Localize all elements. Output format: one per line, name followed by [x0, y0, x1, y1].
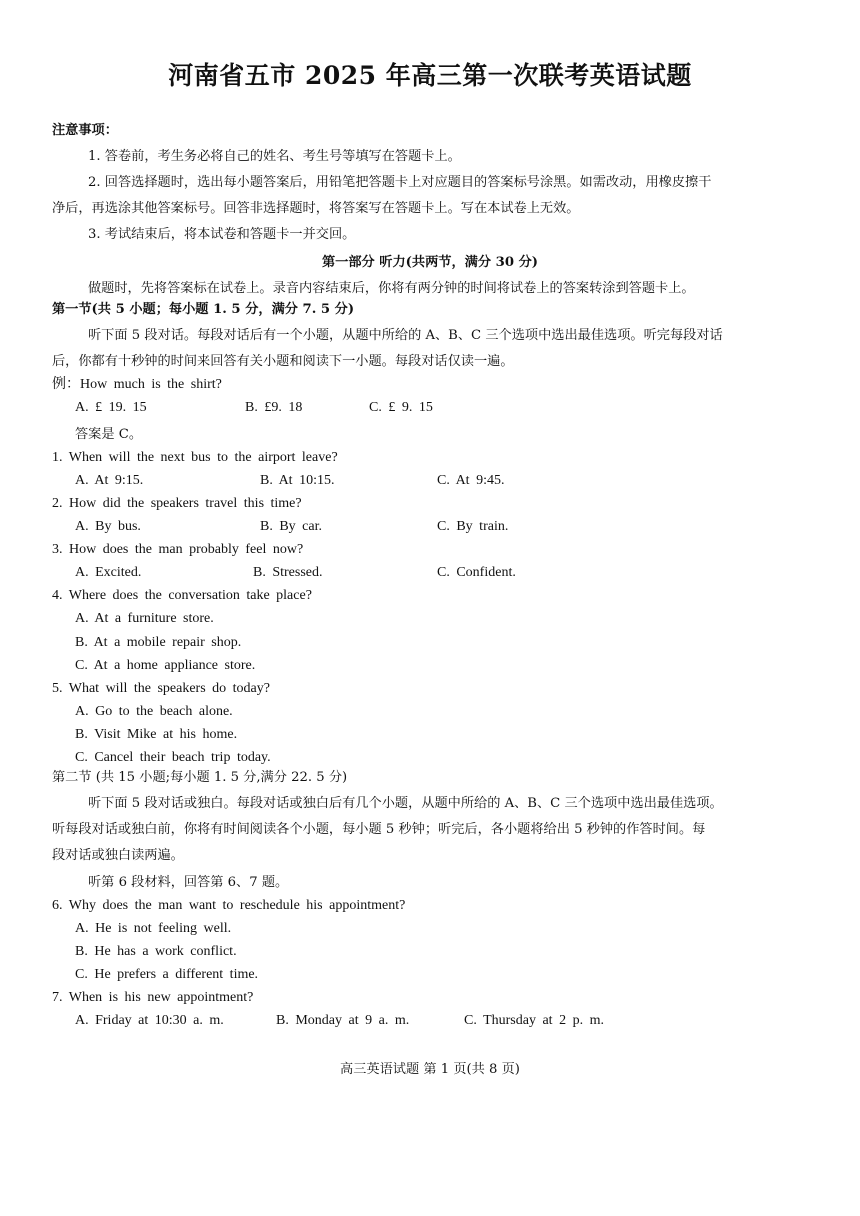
- notice-item-1: 1. 答卷前，考生务必将自己的姓名、考生号等填写在答题卡上。: [88, 149, 461, 164]
- page-footer: 高三英语试题 第 1 页(共 8 页): [340, 1062, 520, 1077]
- section2-heading: 第二节 (共 15 小题;每小题 1. 5 分,满分 22. 5 分): [52, 770, 348, 785]
- section2-instructions: 听下面 5 段对话或独白。每段对话或独白后有几个小题，从题中所给的 A、B、C 三个选项中选出最佳选项。: [88, 796, 723, 811]
- question-6: 6. Why does the man want to reschedule his appointment?: [52, 898, 406, 913]
- question-7: 7. When is his new appointment?: [52, 990, 254, 1005]
- question-4: 4. Where does the conversation take place?: [52, 588, 312, 603]
- material-6-note: 听第 6 段材料，回答第 6、7 题。: [88, 875, 289, 890]
- question-2-option-c: C. By train.: [437, 519, 509, 534]
- notice-item-3: 3. 考试结束后，将本试卷和答题卡一并交回。: [88, 227, 356, 242]
- example-option-b: B. £9. 18: [245, 400, 303, 415]
- question-4-option-a: A. At a furniture store.: [75, 611, 214, 626]
- question-7-option-b: B. Monday at 9 a. m.: [276, 1013, 410, 1028]
- question-2-option-b: B. By car.: [260, 519, 322, 534]
- question-3-option-a: A. Excited.: [75, 565, 142, 580]
- question-2-option-a: A. By bus.: [75, 519, 141, 534]
- section1-instructions: 听下面 5 段对话。每段对话后有一个小题，从题中所给的 A、B、C 三个选项中选出最佳选项。听完每段对话: [88, 328, 723, 343]
- question-7-option-c: C. Thursday at 2 p. m.: [464, 1013, 604, 1028]
- example-option-c: C. £ 9. 15: [369, 400, 433, 415]
- section2-instructions-cont: 听每段对话或独白前，你将有时间阅读各个小题，每小题 5 秒钟；听完后，各小题将给出 5 秒钟的作答时间。每: [52, 822, 706, 837]
- section1-instructions-cont: 后，你都有十秒钟的时间来回答有关小题和阅读下一小题。每段对话仅读一遍。: [52, 354, 514, 369]
- question-1-option-b: B. At 10:15.: [260, 473, 335, 488]
- example-option-a: A. £ 19. 15: [75, 400, 147, 415]
- question-5-option-a: A. Go to the beach alone.: [75, 704, 233, 719]
- example-question: 例：How much is the shirt?: [52, 377, 222, 392]
- question-3: 3. How does the man probably feel now?: [52, 542, 304, 557]
- exam-title: 河南省五市 2025 年高三第一次联考英语试题: [168, 61, 692, 90]
- question-7-option-a: A. Friday at 10:30 a. m.: [75, 1013, 224, 1028]
- question-6-option-c: C. He prefers a different time.: [75, 967, 259, 982]
- notice-item-2-cont: 净后，再选涂其他答案标号。回答非选择题时，将答案写在答题卡上。写在本试卷上无效。: [52, 201, 580, 216]
- part1-intro: 做题时，先将答案标在试卷上。录音内容结束后，你将有两分钟的时间将试卷上的答案转涂到答题卡上。: [88, 281, 695, 296]
- question-3-option-c: C. Confident.: [437, 565, 516, 580]
- question-2: 2. How did the speakers travel this time?: [52, 496, 302, 511]
- question-5: 5. What will the speakers do today?: [52, 681, 270, 696]
- question-1-option-a: A. At 9:15.: [75, 473, 144, 488]
- question-6-option-b: B. He has a work conflict.: [75, 944, 237, 959]
- question-4-option-c: C. At a home appliance store.: [75, 658, 256, 673]
- question-1: 1. When will the next bus to the airport leave?: [52, 450, 338, 465]
- example-answer: 答案是 C。: [75, 427, 143, 442]
- section2-instructions-end: 段对话或独白读两遍。: [52, 848, 184, 863]
- question-6-option-a: A. He is not feeling well.: [75, 921, 232, 936]
- notice-item-2: 2. 回答选择题时，选出每小题答案后，用铅笔把答题卡上对应题目的答案标号涂黑。如需改动，用橡皮擦干: [88, 175, 712, 190]
- section1-heading: 第一节(共 5 小题；每小题 1. 5 分，满分 7. 5 分): [52, 302, 355, 317]
- notice-heading: 注意事项：: [52, 123, 118, 138]
- question-3-option-b: B. Stressed.: [253, 565, 323, 580]
- part1-heading: 第一部分 听力(共两节，满分 30 分): [321, 255, 539, 270]
- question-5-option-b: B. Visit Mike at his home.: [75, 727, 238, 742]
- question-1-option-c: C. At 9:45.: [437, 473, 505, 488]
- question-4-option-b: B. At a mobile repair shop.: [75, 635, 242, 650]
- question-5-option-c: C. Cancel their beach trip today.: [75, 750, 271, 765]
